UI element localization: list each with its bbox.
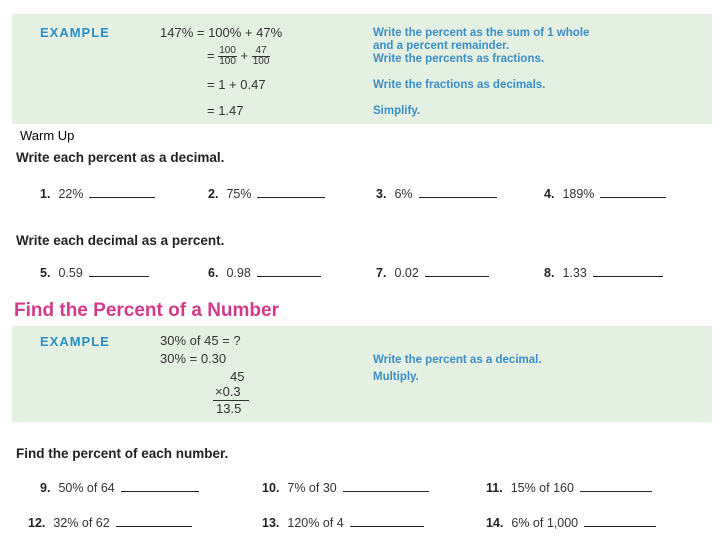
example-box-2 — [12, 326, 712, 422]
instruction-heading: Find the percent of each number. — [16, 446, 229, 461]
answer-blank[interactable] — [580, 490, 652, 492]
section-title: Find the Percent of a Number — [14, 300, 279, 321]
example-step-3: = 1 + 0.47 — [207, 77, 266, 92]
instruction-heading: Write each decimal as a percent. — [16, 233, 225, 248]
exercise-item: 10. 7% of 30 — [262, 481, 429, 495]
example-note: Write the percent as a decimal. — [373, 354, 542, 366]
fraction: $\frac{100}{100}$ — [219, 45, 236, 67]
exercise-item: 9. 50% of 64 — [40, 481, 199, 495]
example-note: Write the fractions as decimals. — [373, 79, 546, 91]
answer-blank[interactable] — [121, 490, 199, 492]
exercise-item: 4. 189% — [544, 187, 666, 201]
exercise-item: 14. 6% of 1,000 — [486, 516, 656, 530]
example-step-2: = $\frac{100}{100}$ + $\frac{47}{100}$ — [207, 45, 270, 67]
exercise-item: 12. 32% of 62 — [28, 516, 192, 530]
answer-blank[interactable] — [89, 196, 155, 198]
answer-blank[interactable] — [419, 196, 497, 198]
instruction-heading: Write each percent as a decimal. — [16, 150, 225, 165]
example-box-1 — [12, 14, 712, 124]
answer-blank[interactable] — [257, 275, 321, 277]
exercise-item: 8. 1.33 — [544, 266, 663, 280]
example-note: and a percent remainder. — [373, 40, 510, 52]
answer-blank[interactable] — [350, 525, 424, 527]
exercise-item: 7. 0.02 — [376, 266, 489, 280]
example-step-1: 30% of 45 = ? — [160, 333, 241, 348]
answer-blank[interactable] — [89, 275, 149, 277]
example-note: Write the percent as the sum of 1 whole — [373, 27, 590, 39]
fraction: $\frac{47}{100}$ — [252, 45, 270, 67]
example-step-4: = 1.47 — [207, 103, 244, 118]
example-label: EXAMPLE — [40, 25, 110, 40]
example-step-1: 147% = 100% + 47% — [160, 25, 283, 40]
exercise-item: 3. 6% — [376, 187, 497, 201]
exercise-item: 6. 0.98 — [208, 266, 321, 280]
exercise-item: 1. 22% — [40, 187, 155, 201]
example-note: Simplify. — [373, 105, 421, 117]
exercise-item: 11. 15% of 160 — [486, 481, 652, 495]
example-label: EXAMPLE — [40, 334, 110, 349]
answer-blank[interactable] — [425, 275, 489, 277]
example-note: Multiply. — [373, 371, 419, 383]
exercise-item: 5. 0.59 — [40, 266, 149, 280]
product: 13.5 — [216, 401, 242, 416]
exercise-item: 13. 120% of 4 — [262, 516, 424, 530]
answer-blank[interactable] — [593, 275, 663, 277]
answer-blank[interactable] — [343, 490, 429, 492]
answer-blank[interactable] — [116, 525, 192, 527]
multiplicand: 45 — [230, 369, 245, 384]
answer-blank[interactable] — [600, 196, 666, 198]
example-step-2: 30% = 0.30 — [160, 351, 227, 366]
multiplier: ×0.3 — [215, 384, 241, 399]
example-note: Write the percents as fractions. — [373, 53, 545, 65]
exercise-item: 2. 75% — [208, 187, 325, 201]
answer-blank[interactable] — [257, 196, 325, 198]
warm-up-label: Warm Up — [20, 128, 75, 143]
answer-blank[interactable] — [584, 525, 656, 527]
